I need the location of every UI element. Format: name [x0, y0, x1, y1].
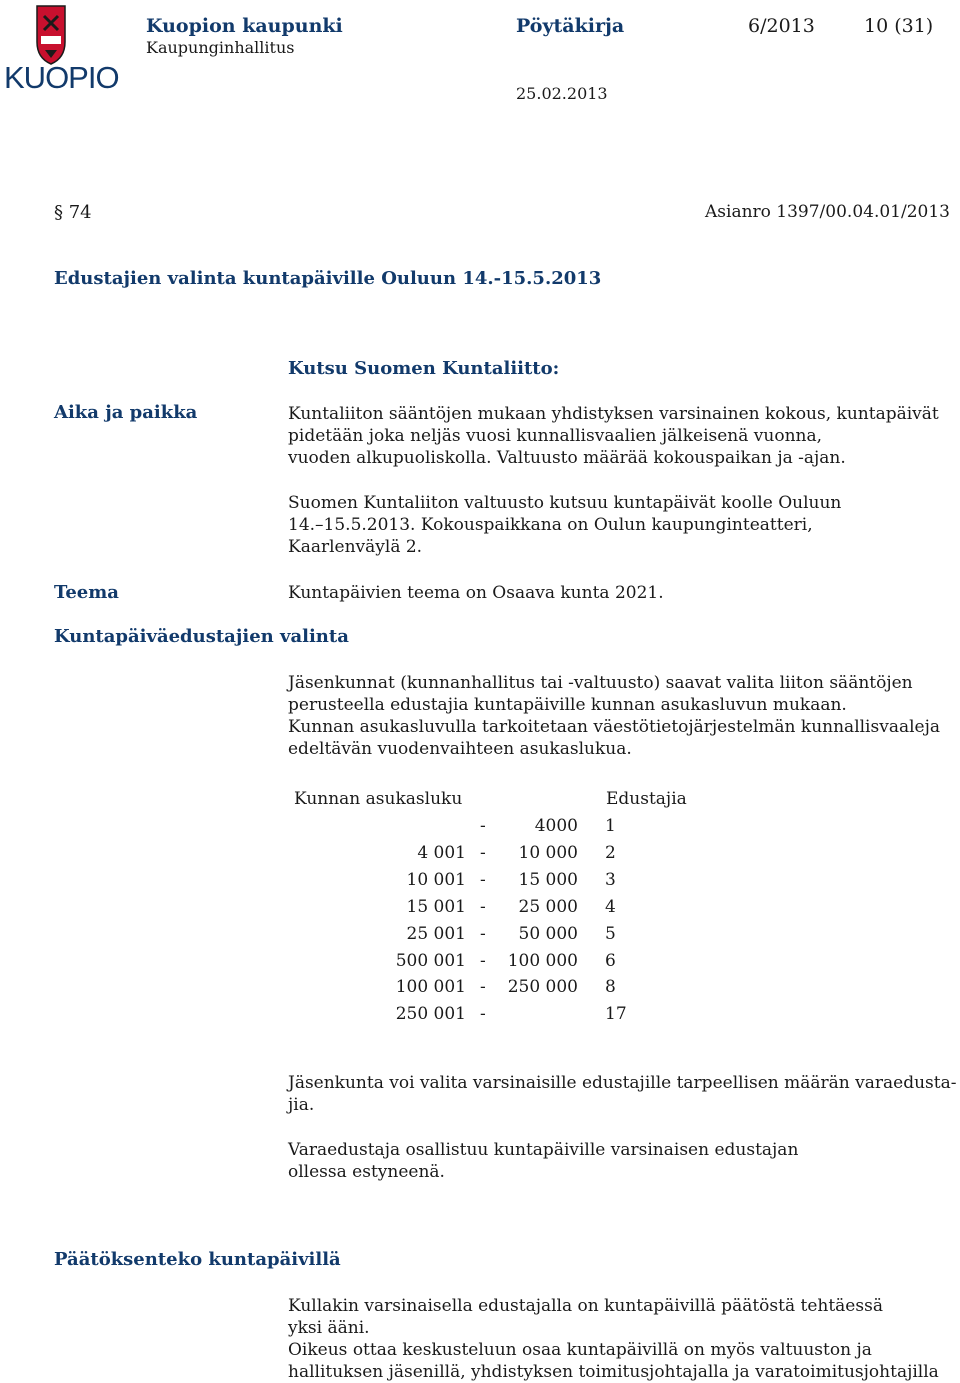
table-row — [0, 1004, 960, 1031]
text-line: jia. — [288, 1095, 315, 1115]
delegates-column-header: Edustajia — [606, 789, 687, 809]
table-row — [0, 843, 960, 870]
body-name: Kaupunginhallitus — [146, 38, 295, 57]
text-line: ollessa estyneenä. — [288, 1162, 445, 1182]
delegate-count: 1 — [605, 816, 616, 836]
table-row — [0, 816, 960, 843]
time-place-text-1 — [288, 403, 939, 469]
delegates-label: Kuntapäiväedustajien valinta — [54, 626, 349, 647]
range-dash: - — [480, 870, 486, 890]
table-row — [0, 924, 960, 951]
population-max: 15 000 — [518, 870, 578, 890]
delegate-count: 2 — [605, 843, 616, 863]
table-row — [0, 897, 960, 924]
decision-label: Päätöksenteko kuntapäivillä — [54, 1249, 341, 1270]
text-line: Kuntaliiton sääntöjen mukaan yhdistyksen varsinainen kokous, kuntapäivät — [288, 404, 939, 424]
population-max: 250 000 — [507, 977, 578, 997]
population-min: 25 001 — [406, 924, 466, 944]
text-line: Jäsenkunta voi valita varsinaisille edustajille tarpeellisen määrän varaedusta- — [288, 1073, 957, 1093]
section-title: Edustajien valinta kuntapäiville Ouluun 14.-15.5.2013 — [54, 268, 602, 289]
text-line: Suomen Kuntaliiton valtuusto kutsuu kuntapäivät koolle Ouluun — [288, 493, 842, 513]
deputy-text-2 — [288, 1139, 798, 1183]
population-max: 100 000 — [507, 951, 578, 971]
text-line: perusteella edustajia kuntapäiville kunnan asukasluvun mukaan. — [288, 695, 847, 715]
range-dash: - — [480, 897, 486, 917]
table-row — [0, 951, 960, 978]
population-max: 4000 — [534, 816, 578, 836]
text-line: vuoden alkupuoliskolla. Valtuusto määrää kokouspaikan ja -ajan. — [288, 448, 846, 468]
decision-text — [288, 1295, 939, 1383]
text-line: Kaarlenväylä 2. — [288, 537, 423, 557]
table-row — [0, 870, 960, 897]
meeting-number: 6/2013 — [748, 15, 815, 37]
meeting-date: 25.02.2013 — [516, 84, 608, 103]
table-row — [0, 977, 960, 1004]
delegate-count: 3 — [605, 870, 616, 890]
deputy-text-1 — [288, 1072, 956, 1116]
delegate-count: 6 — [605, 951, 616, 971]
delegate-count: 17 — [605, 1004, 627, 1024]
text-line: Varaedustaja osallistuu kuntapäiville varsinaisen edustajan — [288, 1140, 799, 1160]
case-number: Asianro 1397/00.04.01/2013 — [705, 202, 950, 222]
text-line: Kunnan asukasluvulla tarkoitetaan väestötietojärjestelmän kunnallisvaaleja — [288, 717, 941, 737]
population-max: 25 000 — [518, 897, 578, 917]
range-dash: - — [480, 1004, 486, 1024]
delegate-count: 8 — [605, 977, 616, 997]
organization-name: Kuopion kaupunki — [146, 15, 343, 37]
range-dash: - — [480, 924, 486, 944]
population-max: 10 000 — [518, 843, 578, 863]
population-min: 500 001 — [395, 951, 466, 971]
logo-text: KUOPIO — [4, 60, 119, 95]
range-dash: - — [480, 843, 486, 863]
theme-text: Kuntapäivien teema on Osaava kunta 2021. — [288, 583, 664, 603]
text-line: yksi ääni. — [288, 1318, 370, 1338]
text-line: pidetään joka neljäs vuosi kunnallisvaalien jälkeisenä vuonna, — [288, 426, 823, 446]
text-line: Oikeus ottaa keskusteluun osaa kuntapäivillä on myös valtuuston ja — [288, 1340, 872, 1360]
range-dash: - — [480, 816, 486, 836]
paragraph-number: § 74 — [54, 202, 92, 223]
text-line: Kullakin varsinaisella edustajalla on kuntapäivillä päätöstä tehtäessä — [288, 1296, 883, 1316]
population-min: 250 001 — [395, 1004, 466, 1024]
invite-heading: Kutsu Suomen Kuntaliitto: — [288, 358, 560, 379]
population-min: 10 001 — [406, 870, 466, 890]
text-line: edeltävän vuodenvaihteen asukaslukua. — [288, 739, 632, 759]
delegates-text — [288, 672, 940, 760]
delegate-count: 4 — [605, 897, 616, 917]
page-number: 10 (31) — [864, 15, 934, 37]
text-line: 14.–15.5.2013. Kokouspaikkana on Oulun kaupunginteatteri, — [288, 515, 813, 535]
population-min: 100 001 — [395, 977, 466, 997]
text-line: hallituksen jäsenillä, yhdistyksen toimitusjohtajalla ja varatoimitusjohtajilla — [288, 1362, 939, 1382]
text-line: Jäsenkunnat (kunnanhallitus tai -valtuusto) saavat valita liiton sääntöjen — [288, 673, 913, 693]
range-dash: - — [480, 977, 486, 997]
time-place-text-2 — [288, 492, 841, 558]
population-max: 50 000 — [518, 924, 578, 944]
population-column-header: Kunnan asukasluku — [294, 789, 463, 809]
time-place-label: Aika ja paikka — [54, 402, 198, 423]
document-type: Pöytäkirja — [516, 15, 625, 37]
theme-label: Teema — [54, 582, 119, 603]
delegate-count: 5 — [605, 924, 616, 944]
range-dash: - — [480, 951, 486, 971]
population-min: 15 001 — [406, 897, 466, 917]
population-min: 4 001 — [417, 843, 466, 863]
